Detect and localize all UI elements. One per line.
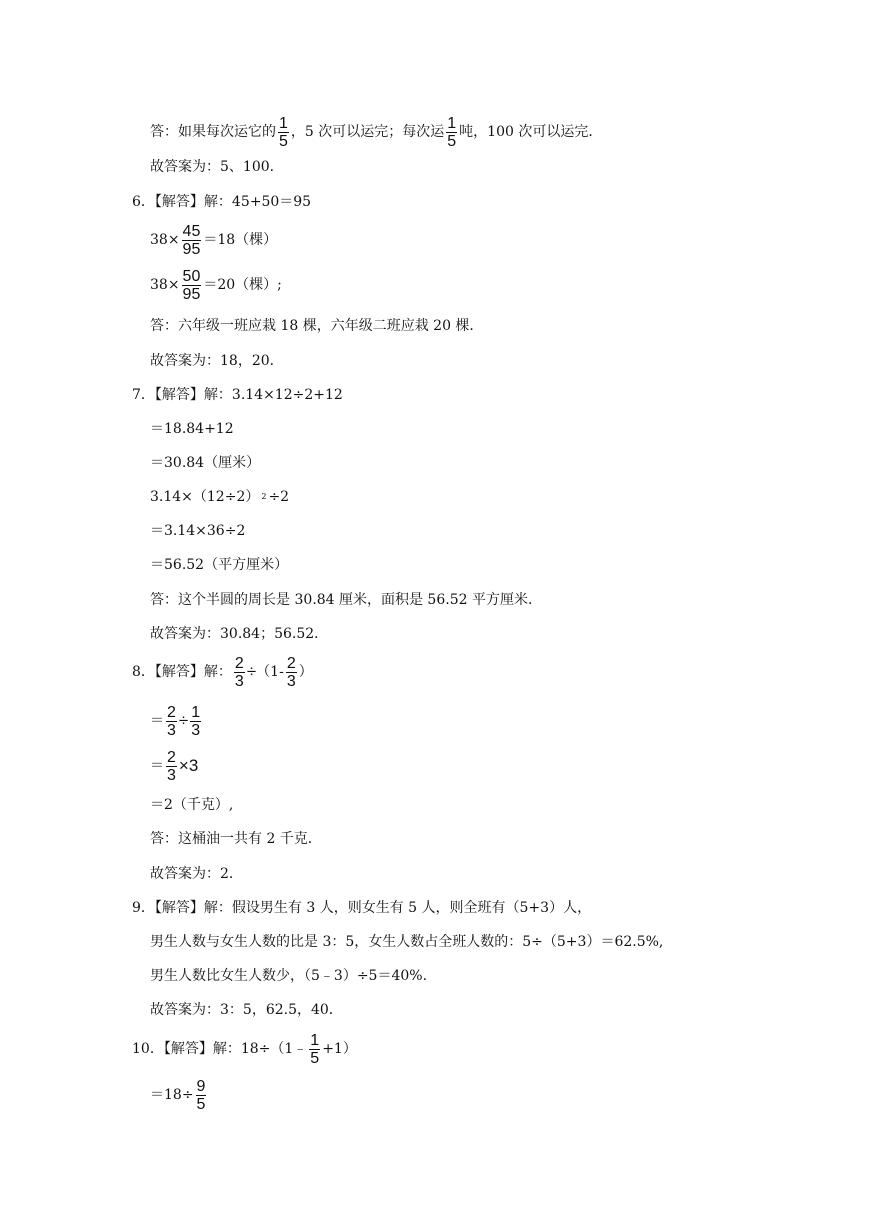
q8-step-2-times: ×3 <box>178 756 199 775</box>
q5-fraction-1 <box>278 115 289 150</box>
q8-step-2-numerator: 2 <box>167 748 176 766</box>
q10-heading-fraction <box>309 1032 320 1067</box>
q8-step-1-equals: ＝ <box>150 713 164 729</box>
q8-step-1 <box>150 701 203 741</box>
q7-step-4: ＝3.14×36÷2 <box>150 523 246 539</box>
q5-answer-line <box>150 112 602 152</box>
q8-step-1-fraction-2 <box>190 704 201 739</box>
q10-heading-numerator: 1 <box>310 1031 320 1049</box>
q5-answer-text-a: 答：如果每次运它的 <box>150 124 276 140</box>
q8-final-answer: 故答案为：2． <box>150 866 243 882</box>
q6-step-1-fraction <box>182 223 202 258</box>
q8-step-1-fraction-1-denominator: 3 <box>167 721 176 739</box>
q7-step-3 <box>150 487 289 507</box>
q7-step-3-divide: ÷2 <box>268 489 290 505</box>
q7-answer: 答：这个半圆的周长是 30.84 厘米，面积是 56.52 平方厘米． <box>150 592 542 608</box>
q8-heading-label: 8．【解答】解： <box>132 664 232 680</box>
q7-step-3-base: 3.14×（12÷2） <box>150 489 260 505</box>
q8-heading-fraction-1 <box>234 655 245 690</box>
q8-heading-fraction-1-denominator: 3 <box>234 672 244 690</box>
q10-step-1-denominator: 5 <box>196 1095 206 1113</box>
q9-final-answer: 故答案为：3：5，62.5，40． <box>150 1002 343 1018</box>
q10-heading-denominator: 5 <box>310 1049 320 1067</box>
q6-step-1 <box>150 220 277 260</box>
q6-step-2-numerator: 50 <box>182 267 201 285</box>
q8-heading-paren-open: （1 <box>256 664 280 680</box>
q8-heading-fraction-2-denominator: 3 <box>286 672 296 690</box>
q8-step-1-fraction-2-denominator: 3 <box>191 721 201 739</box>
q6-heading: 6．【解答】解：45+50＝95 <box>132 194 312 210</box>
q6-step-2-denominator: 95 <box>182 285 201 303</box>
q8-step-2-fraction <box>166 749 177 784</box>
q8-step-2-denominator: 3 <box>167 766 176 784</box>
q6-step-2-prefix: 38× <box>150 277 180 293</box>
q6-step-1-prefix: 38× <box>150 232 180 248</box>
q6-step-2-result: ＝20（棵）; <box>203 277 282 293</box>
q8-step-1-fraction-2-numerator: 1 <box>191 703 201 721</box>
q8-step-3: ＝2（千克）, <box>150 797 234 813</box>
q10-step-1 <box>150 1075 208 1115</box>
q6-final-answer: 故答案为：18，20． <box>150 353 284 369</box>
q10-step-1-fraction <box>196 1078 207 1113</box>
q8-heading-fraction-2 <box>286 655 297 690</box>
q6-step-1-numerator: 45 <box>182 222 201 240</box>
q8-heading <box>132 652 313 692</box>
q10-step-1-numerator: 9 <box>196 1077 206 1095</box>
q5-fraction-1-denominator: 5 <box>279 132 288 150</box>
q9-step-1: 男生人数与女生人数的比是 3：5，女生人数占全班人数的：5÷（5+3）＝62.5%, <box>150 934 664 950</box>
q8-heading-paren-close: ） <box>298 664 313 680</box>
q8-step-1-divide-sign: ÷ <box>178 711 189 730</box>
q8-heading-minus: - <box>279 664 284 680</box>
q5-answer-text-b: ，5 次可以运完；每次运 <box>290 124 445 140</box>
q5-fraction-2 <box>446 115 457 150</box>
q7-step-5: ＝56.52（平方厘米） <box>150 557 289 573</box>
q10-step-1-prefix: ＝18÷ <box>150 1087 194 1103</box>
q8-step-2 <box>150 746 198 786</box>
q7-step-2: ＝30.84（厘米） <box>150 455 261 471</box>
q8-step-1-fraction-1-numerator: 2 <box>167 703 176 721</box>
q7-step-3-exponent: 2 <box>261 492 267 501</box>
q7-step-1: ＝18.84+12 <box>150 421 234 437</box>
q5-fraction-1-numerator: 1 <box>279 114 288 132</box>
q9-step-2: 男生人数比女生人数少，（5﹣3）÷5＝40%. <box>150 968 428 984</box>
q10-heading-text-a: 10．【解答】解：18÷（1﹣ <box>132 1041 308 1057</box>
q6-answer: 答：六年级一班应栽 18 棵，六年级二班应栽 20 棵． <box>150 318 484 334</box>
q8-heading-fraction-2-numerator: 2 <box>286 654 296 672</box>
q10-heading-text-b: +1） <box>322 1041 357 1057</box>
q8-heading-divide-sign: ÷ <box>246 662 257 681</box>
q6-step-2-fraction <box>182 268 202 303</box>
q8-step-1-fraction-1 <box>166 704 177 739</box>
q5-final-answer: 故答案为：5、100． <box>150 159 284 175</box>
q6-step-1-denominator: 95 <box>182 240 201 258</box>
q8-answer: 答：这桶油一共有 2 千克． <box>150 831 322 847</box>
q7-final-answer: 故答案为：30.84；56.52． <box>150 626 329 642</box>
q7-heading: 7．【解答】解：3.14×12÷2+12 <box>132 387 343 403</box>
q9-heading: 9．【解答】解：假设男生有 3 人，则女生有 5 人，则全班有（5+3）人， <box>132 900 592 916</box>
q6-step-1-result: ＝18（棵） <box>203 232 278 248</box>
q5-fraction-2-numerator: 1 <box>447 114 457 132</box>
q6-step-2 <box>150 265 282 305</box>
q5-answer-text-c: 吨，100 次可以运完． <box>459 124 603 140</box>
q8-step-2-equals: ＝ <box>150 758 164 774</box>
q10-heading <box>132 1029 357 1069</box>
q5-fraction-2-denominator: 5 <box>447 132 457 150</box>
q8-heading-fraction-1-numerator: 2 <box>234 654 244 672</box>
